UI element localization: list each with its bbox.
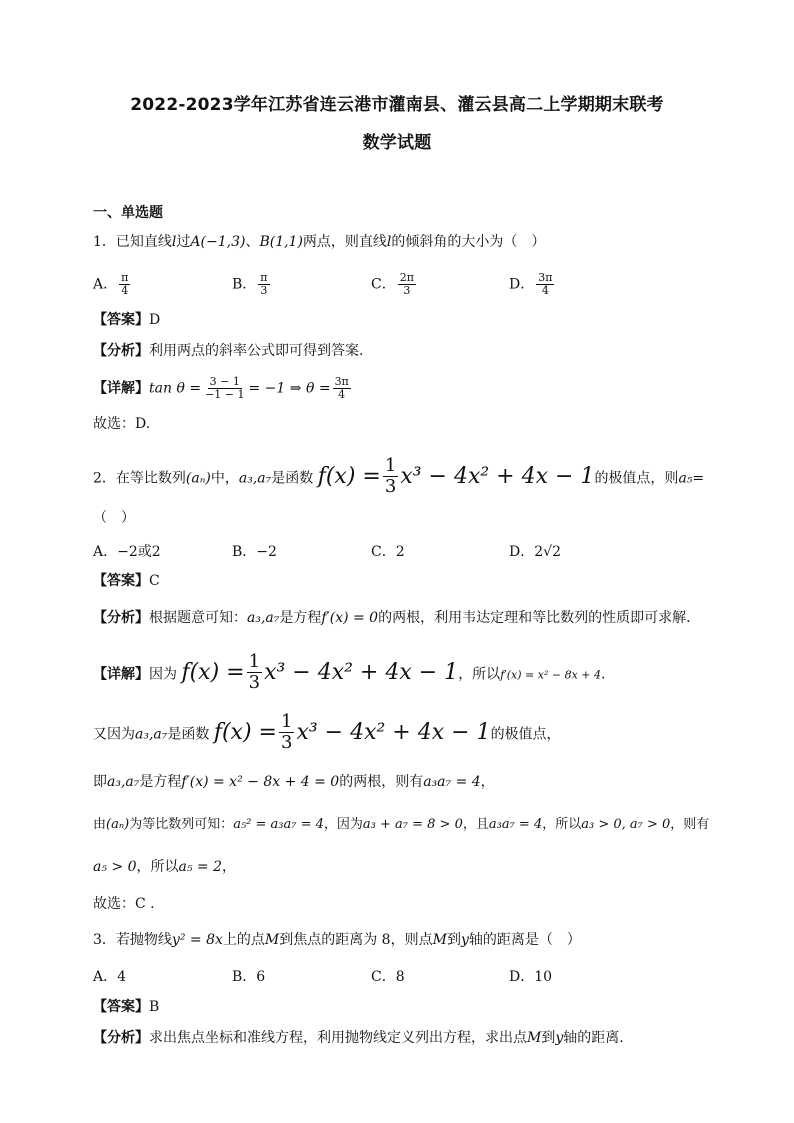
q2-detail-line5: a₅ > 0，所以a₅ = 2， (93, 859, 236, 875)
q2-analysis: 【分析】根据题意可知：a₃,a₇是方程f′(x) = 0的两根，利用韦达定理和等比数列的性质即可求解. (93, 610, 691, 626)
q2-conclusion: 故选：C . (93, 896, 155, 912)
q3-stem: 3．若抛物线y² = 8x上的点M到焦点的距离为 8，则点M到y轴的距离是（ ） (93, 932, 581, 948)
q2-function-formula: f(x) = $\frac{1}{3}$ x³ − 4x² + 4x − 1 (317, 455, 595, 497)
section-heading: 一、单选题 (93, 205, 163, 221)
q1-option-d: D． $\frac{3\pi}{4}$ (509, 271, 553, 297)
q1-analysis: 【分析】利用两点的斜率公式即可得到答案. (93, 343, 364, 359)
q3-option-a: A．4 (93, 969, 127, 985)
q2-detail-line2: 又因为a₃,a₇是函数 f(x) = $\frac{1}{3}$ x³ − 4x² + 4x − 1的极值点， (93, 711, 561, 753)
q2-option-d: D．2√2 (509, 544, 561, 560)
q1-option-b: B． $\frac{\pi}{3}$ (232, 271, 268, 297)
q3-option-b: B．6 (232, 969, 266, 985)
q2-paren: （ ） (93, 510, 135, 526)
q3-answer: 【答案】B (93, 999, 160, 1015)
q3-option-d: D．10 (509, 969, 553, 985)
q2-option-b: B．−2 (232, 544, 277, 560)
q2-detail-line3: 即a₃,a₇是方程f′(x) = x² − 8x + 4 = 0的两根，则有a₃a₇ = 4， (93, 774, 495, 790)
q3-analysis: 【分析】求出焦点坐标和准线方程，利用抛物线定义列出方程，求出点M到y轴的距离. (93, 1030, 624, 1046)
q1-detail: 【详解】tan θ = $\frac{3 - 1}{-1 - 1}$ = −1 ⇒ θ = $\frac{3\pi}{4}$ (93, 375, 349, 401)
q2-detail-line4: 由(aₙ)为等比数列可知：a₅² = a₃a₇ = 4，因为a₃ + a₇ = 8 > 0，且a₃a₇ = 4，所以a₃ > 0, a₇ > 0，则有 (93, 817, 710, 832)
q1-option-c: C． $\frac{2\pi}{3}$ (371, 271, 414, 297)
q2-option-c: C．2 (371, 544, 405, 560)
q1-answer: 【答案】D (93, 312, 161, 328)
q2-detail-line1: 【详解】因为 f(x) = $\frac{1}{3}$ x³ − 4x² + 4x − 1，所以f′(x) = x² − 8x + 4. (93, 651, 606, 693)
q1-option-a: A． $\frac{\pi}{4}$ (93, 271, 129, 297)
q2-detail-formula: f(x) = $\frac{1}{3}$ x³ − 4x² + 4x − 1 (181, 651, 459, 693)
q2-stem: 2．在等比数列(aₙ)中，a₃,a₇是函数 f(x) = $\frac{1}{3}$ x³ − 4x² + 4x − 1的极值点，则a₅= (93, 455, 705, 497)
q2-detail-formula-2: f(x) = $\frac{1}{3}$ x³ − 4x² + 4x − 1 (213, 711, 491, 753)
q1-conclusion: 故选：D. (93, 416, 151, 432)
q2-answer: 【答案】C (93, 573, 160, 589)
q1-stem: 1．已知直线l过A(−1,3)、B(1,1)两点，则直线l的倾斜角的大小为（ ） (93, 234, 546, 250)
q3-option-c: C．8 (371, 969, 405, 985)
document-title: 2022-2023学年江苏省连云港市灌南县、灌云县高二上学期期末联考 (130, 95, 664, 115)
document-subtitle: 数学试题 (362, 133, 432, 153)
q2-option-a: A．−2或2 (93, 544, 161, 560)
